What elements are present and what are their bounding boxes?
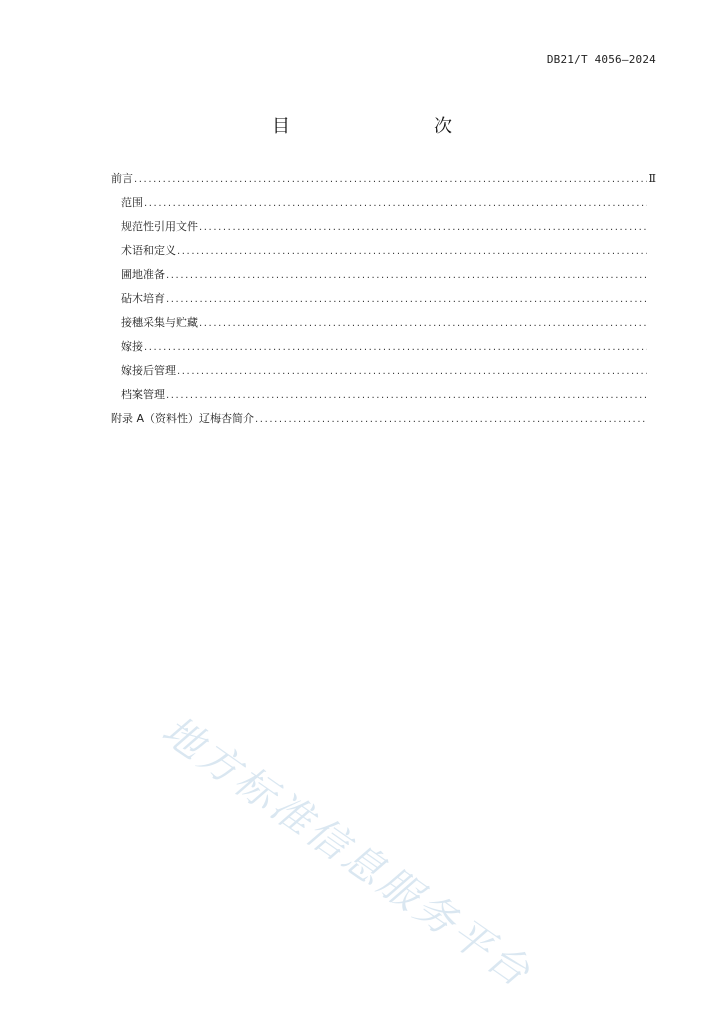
table-of-contents — [111, 170, 656, 434]
toc-entry-label: 接穗采集与贮藏 — [121, 316, 198, 329]
toc-entry-normative-references[interactable] — [111, 218, 656, 242]
dot-leader — [144, 195, 647, 213]
toc-entry-label: 前言 — [111, 172, 133, 185]
dot-leader — [199, 315, 647, 333]
document-id: DB21/T 4056—2024 — [546, 53, 656, 66]
dot-leader — [177, 243, 647, 261]
dot-leader — [166, 387, 647, 405]
dot-leader — [166, 291, 647, 309]
toc-entry-appendix-a[interactable] — [111, 410, 656, 434]
toc-entry-archive-management[interactable] — [111, 386, 656, 410]
toc-entry-scope[interactable] — [111, 194, 656, 218]
dot-leader — [177, 363, 647, 381]
watermark: 地方标准信息服务平台 — [153, 707, 541, 998]
toc-entry-page: Ⅱ — [648, 172, 656, 185]
dot-leader — [144, 339, 647, 357]
toc-entry-label: 砧木培育 — [121, 292, 165, 305]
toc-entry-label: 嫁接 — [121, 340, 143, 353]
toc-entry-terms-definitions[interactable] — [111, 242, 656, 266]
toc-entry-label: 圃地准备 — [121, 268, 165, 281]
toc-entry-post-grafting-management[interactable] — [111, 362, 656, 386]
page-title: 目 次 — [272, 116, 488, 137]
toc-entry-scion-collection[interactable] — [111, 314, 656, 338]
toc-entry-foreword[interactable] — [111, 170, 656, 194]
toc-entry-label: 范围 — [121, 196, 143, 209]
dot-leader — [134, 171, 647, 189]
toc-entry-label: 附录 A（资料性）辽梅杏简介 — [111, 412, 255, 425]
toc-entry-label: 档案管理 — [121, 388, 165, 401]
toc-entry-label: 术语和定义 — [121, 244, 176, 257]
dot-leader — [166, 267, 647, 285]
toc-entry-nursery-preparation[interactable] — [111, 266, 656, 290]
toc-entry-grafting[interactable] — [111, 338, 656, 362]
toc-entry-rootstock-cultivation[interactable] — [111, 290, 656, 314]
dot-leader — [255, 411, 647, 429]
dot-leader — [199, 219, 647, 237]
toc-entry-label: 规范性引用文件 — [121, 220, 198, 233]
toc-entry-label: 嫁接后管理 — [121, 364, 176, 377]
